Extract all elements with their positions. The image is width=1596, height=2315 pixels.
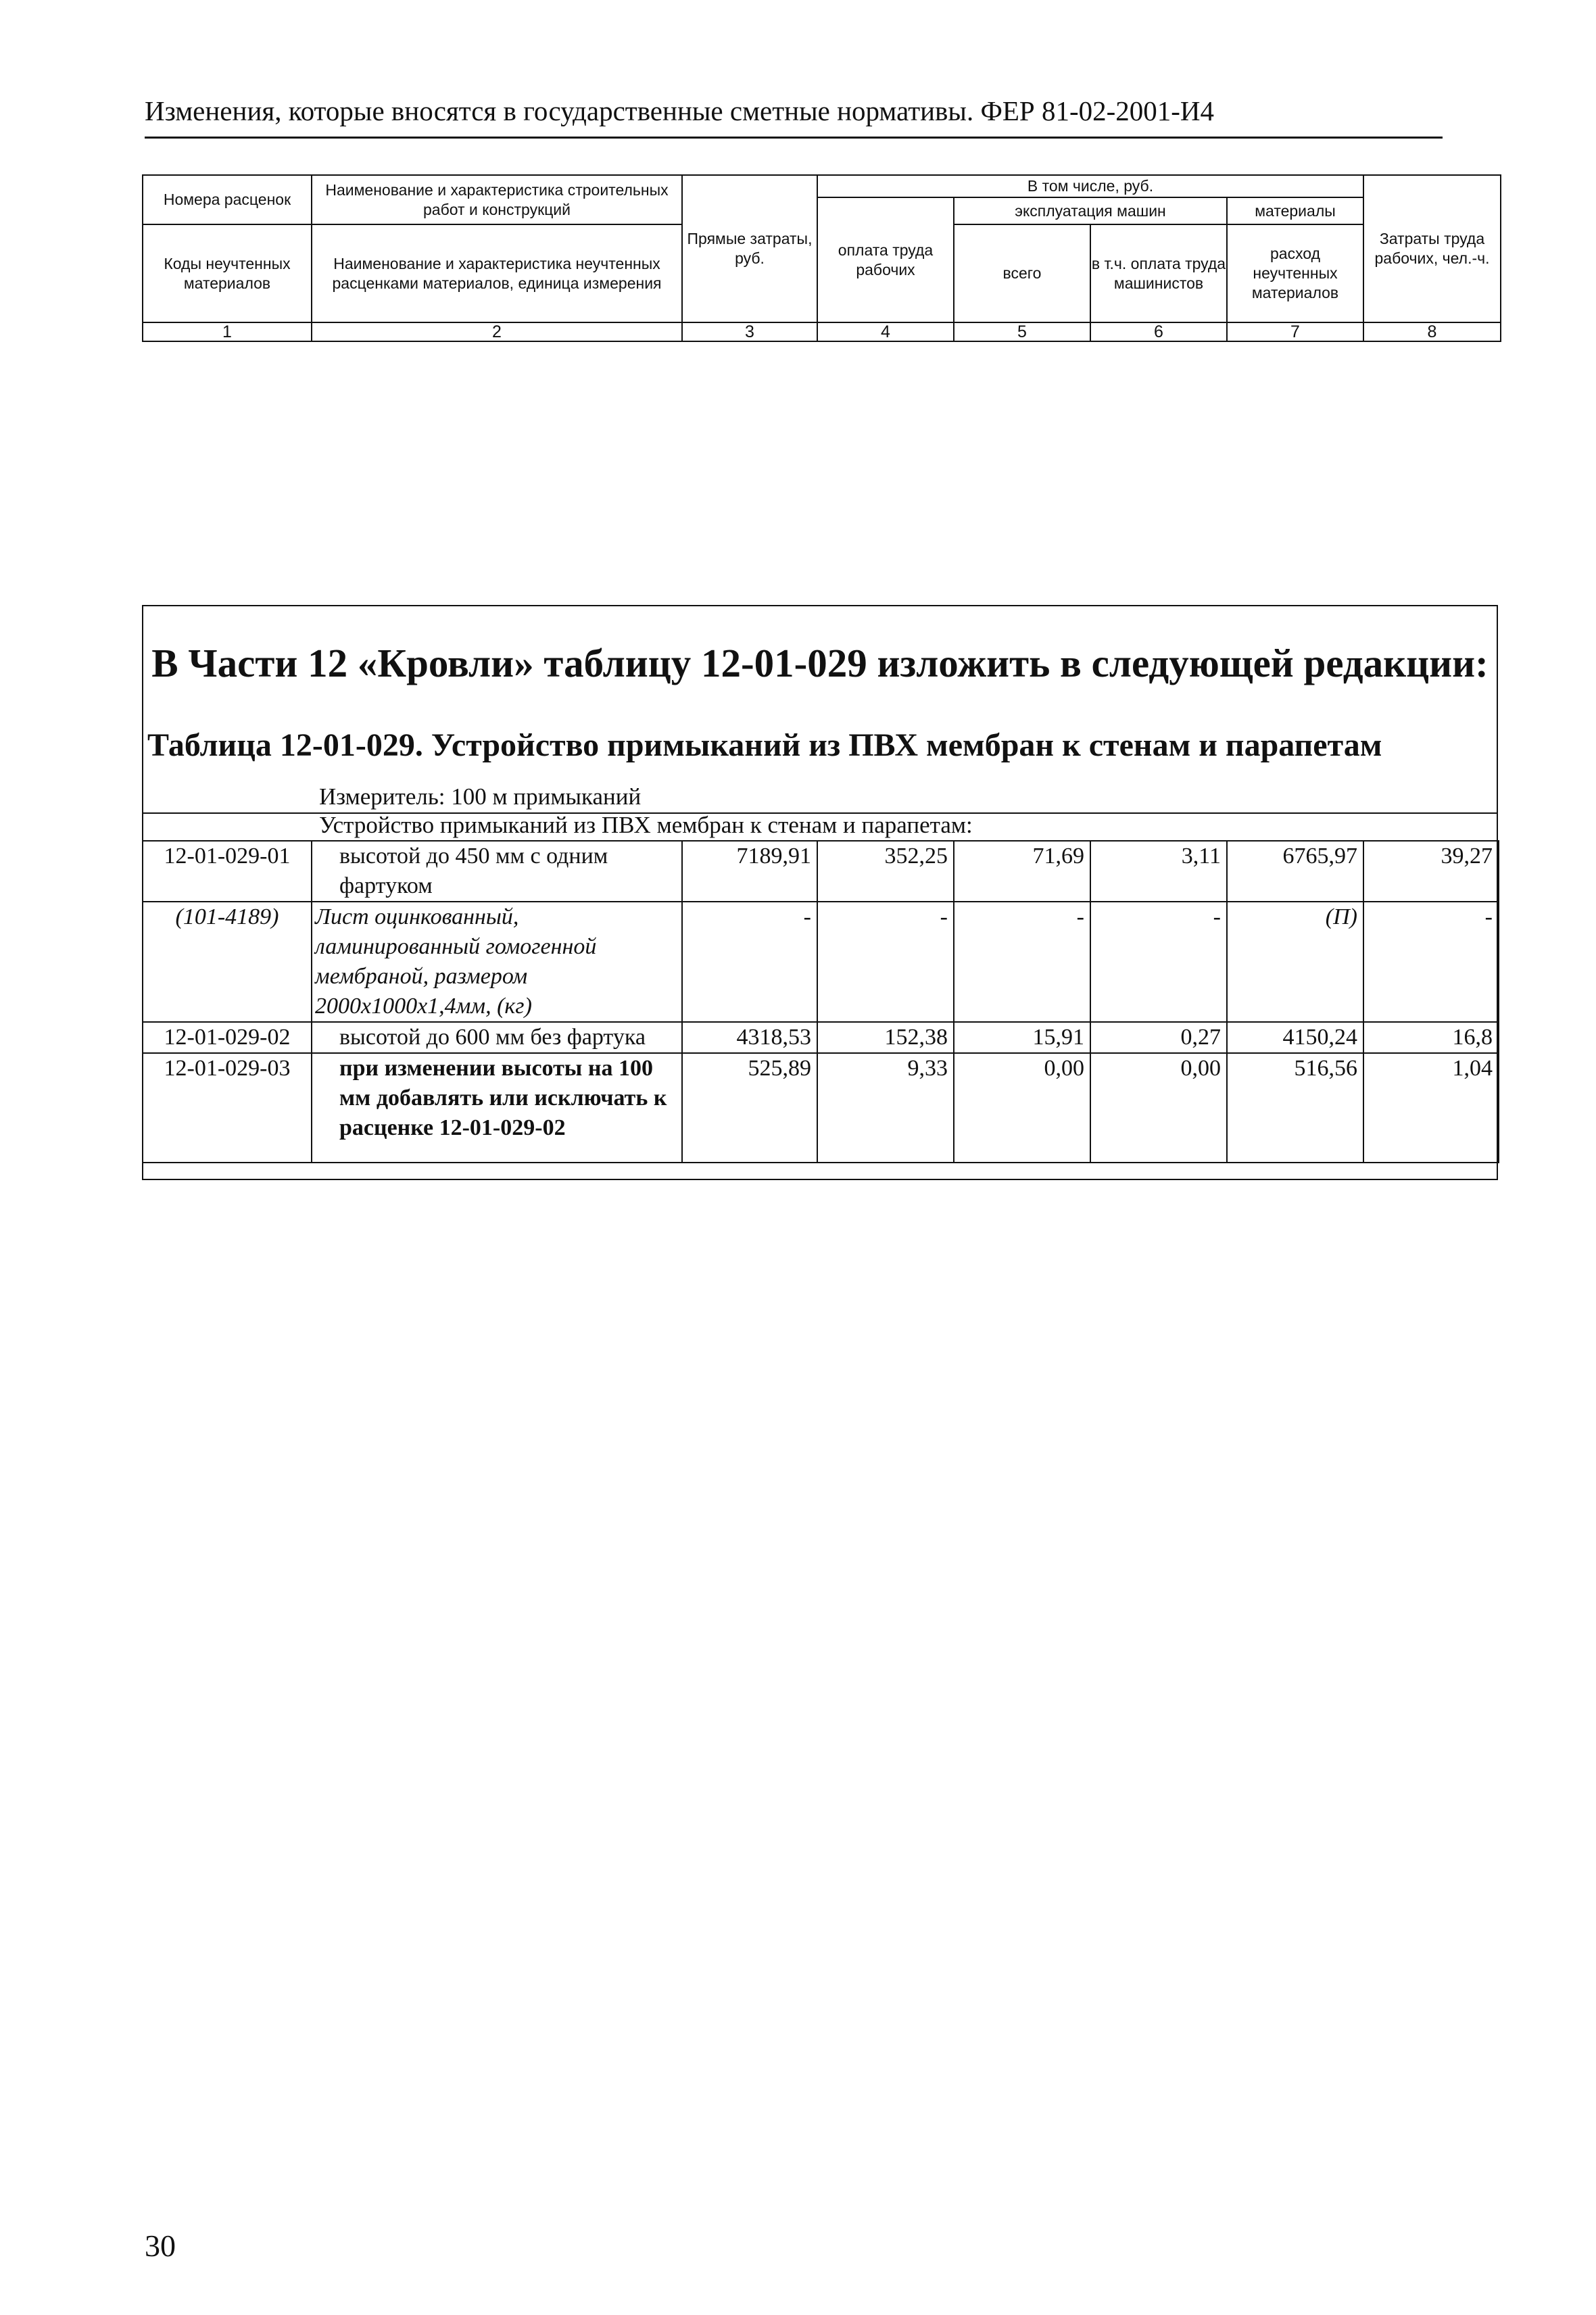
header-unaccounted-materials: расход неучтенных материалов (1227, 224, 1363, 322)
labor-value: 16,8 (1363, 1022, 1499, 1053)
rate-code: 12-01-029-03 (143, 1053, 312, 1163)
table-row (143, 902, 1499, 1022)
materials-value: 4150,24 (1227, 1022, 1363, 1053)
materials-value: 6765,97 (1227, 841, 1363, 902)
header-direct-costs: Прямые затраты, руб. (682, 175, 817, 322)
worker-pay-value: - (817, 902, 954, 1022)
table-row (143, 1022, 1499, 1053)
column-number: 8 (1363, 322, 1501, 341)
column-number: 7 (1227, 322, 1363, 341)
header-including: В том числе, руб. (817, 175, 1363, 197)
machine-total-value: 0,00 (954, 1053, 1090, 1163)
rates-table (142, 840, 1499, 1163)
material-description: Лист оцинкованный, ламинированный гомогенной мембраной, размером 2000x1000x1,4мм, (кг) (312, 902, 682, 1022)
column-number: 4 (817, 322, 954, 341)
worker-pay-value: 352,25 (817, 841, 954, 902)
part-heading: В Части 12 «Кровли» таблицу 12-01-029 изложить в следующей редакции: (151, 641, 1489, 685)
running-header: Изменения, которые вносятся в государственные сметные нормативы. ФЕР 81-02-2001-И4 (145, 91, 1443, 139)
direct-costs-value: 7189,91 (682, 841, 817, 902)
materials-value: 516,56 (1227, 1053, 1363, 1163)
table-row (143, 841, 1499, 902)
table-row (143, 1053, 1499, 1163)
rate-description: высотой до 600 мм без фартука (312, 1022, 682, 1053)
machine-total-value: 71,69 (954, 841, 1090, 902)
labor-value: 39,27 (1363, 841, 1499, 902)
direct-costs-value: 525,89 (682, 1053, 817, 1163)
machine-total-value: - (954, 902, 1090, 1022)
direct-costs-value: - (682, 902, 817, 1022)
direct-costs-value: 4318,53 (682, 1022, 817, 1053)
machine-total-value: 15,91 (954, 1022, 1090, 1053)
header-materials: материалы (1227, 197, 1363, 224)
header-material-name: Наименование и характеристика неучтенных расценками материалов, единица измерения (312, 224, 682, 322)
operator-pay-value: - (1090, 902, 1227, 1022)
section-line: Устройство примыканий из ПВХ мембран к стенам и парапетам: (319, 812, 973, 838)
materials-value: (П) (1227, 902, 1363, 1022)
operator-pay-value: 0,27 (1090, 1022, 1227, 1053)
column-number: 1 (143, 322, 312, 341)
header-labor-costs: Затраты труда рабочих, чел.-ч. (1363, 175, 1501, 322)
rate-description: высотой до 450 мм с одним фартуком (312, 841, 682, 902)
header-work-name: Наименование и характеристика строительных работ и конструкций (312, 175, 682, 224)
header-rate-numbers: Номера расценок (143, 175, 312, 224)
header-worker-pay: оплата труда рабочих (817, 197, 954, 322)
column-number: 2 (312, 322, 682, 341)
labor-value: - (1363, 902, 1499, 1022)
column-number: 5 (954, 322, 1090, 341)
labor-value: 1,04 (1363, 1053, 1499, 1163)
rate-code: 12-01-029-02 (143, 1022, 312, 1053)
header-material-codes: Коды неучтенных материалов (143, 224, 312, 322)
column-number: 3 (682, 322, 817, 341)
table-title: Таблица 12-01-029. Устройство примыканий из ПВХ мембран к стенам и парапетам (147, 727, 1382, 763)
column-number: 6 (1090, 322, 1227, 341)
operator-pay-value: 3,11 (1090, 841, 1227, 902)
material-code: (101-4189) (143, 902, 312, 1022)
header-machine-operation: эксплуатация машин (954, 197, 1227, 224)
rate-description: при изменении высоты на 100 мм добавлять или исключать к расценке 12-01-029-02 (312, 1053, 682, 1163)
header-operator-pay: в т.ч. оплата труда машинистов (1090, 224, 1227, 322)
worker-pay-value: 152,38 (817, 1022, 954, 1053)
worker-pay-value: 9,33 (817, 1053, 954, 1163)
rate-code: 12-01-029-01 (143, 841, 312, 902)
column-header-table (142, 174, 1501, 342)
meter-line: Измеритель: 100 м примыканий (319, 783, 642, 810)
header-machine-total: всего (954, 224, 1090, 322)
page-number: 30 (145, 2228, 176, 2263)
operator-pay-value: 0,00 (1090, 1053, 1227, 1163)
